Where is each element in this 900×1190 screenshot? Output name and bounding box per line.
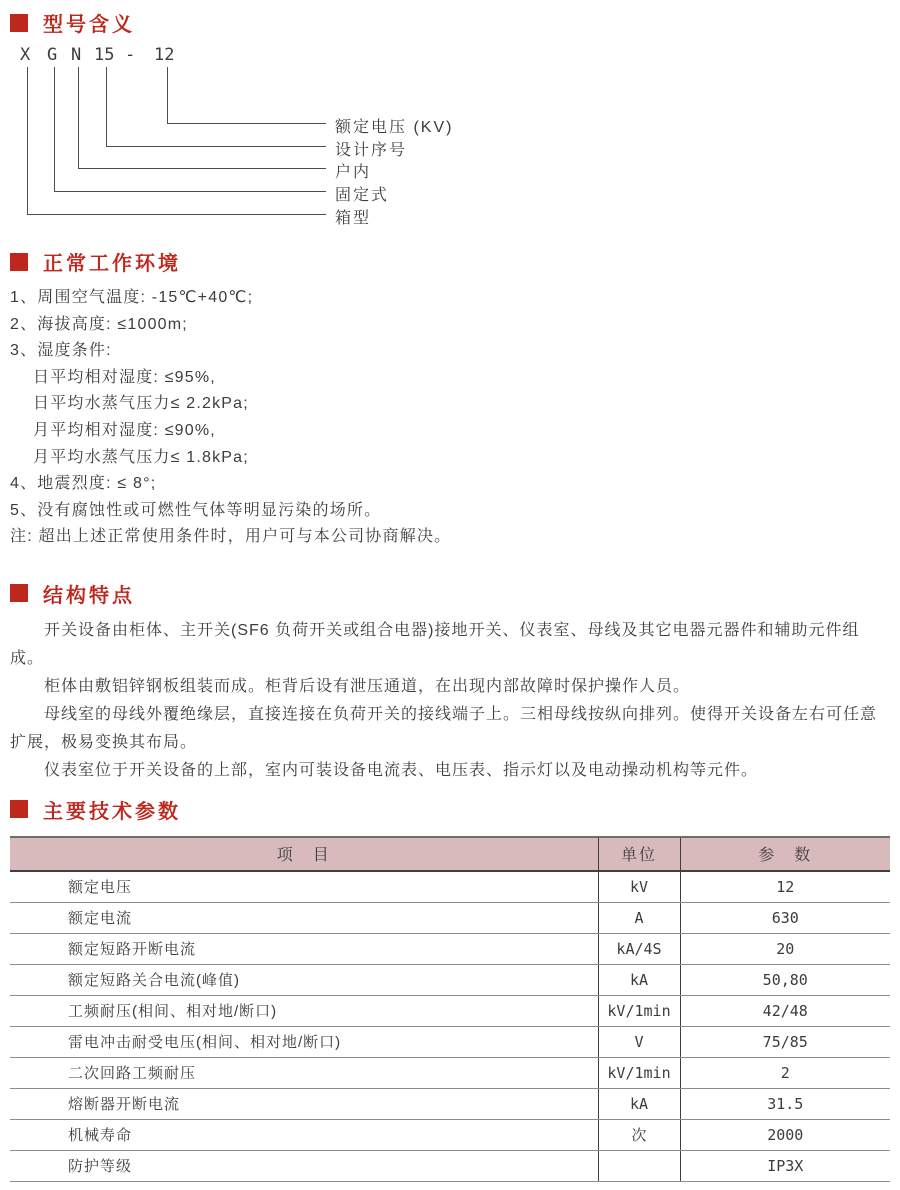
section-title-environment: 正常工作环境 [43,253,181,275]
table-row [10,995,890,1026]
param-item: 工频耐压(相间、相对地/断口) [10,995,598,1026]
environment-item: 2、海拔高度: ≤1000m; [10,315,188,333]
environment-item: 4、地震烈度: ≤ 8°; [10,475,157,493]
param-value: 42/48 [680,995,890,1026]
red-square-bullet-icon [10,14,28,32]
param-item: 雷电冲击耐受电压(相间、相对地/断口) [10,1026,598,1057]
model-code-part: N [71,45,82,65]
environment-item: 5、没有腐蚀性或可燃性气体等明显污染的场所。 [10,501,382,519]
column-header-value: 参 数 [680,837,890,871]
environment-subitem: 月平均水蒸气压力≤ 1.8kPa; [33,448,249,466]
param-item: 额定短路关合电流(峰值) [10,964,598,995]
param-value: 2000 [680,1119,890,1150]
param-unit: kA [598,1088,680,1119]
param-unit: kV/1min [598,1057,680,1088]
diagram-connector-line [167,67,326,124]
param-value: 12 [680,871,890,903]
param-unit [598,1150,680,1181]
model-code-part: 12 [154,45,175,65]
param-unit: V [598,1026,680,1057]
structure-paragraph: 柜体由敷铝锌钢板组装而成。柜背后设有泄压通道，在出现内部故障时保护操作人员。 [44,677,691,695]
model-code-part: X [20,45,31,65]
table-row [10,1150,890,1181]
section-title-structure: 结构特点 [43,584,135,607]
structure-paragraph: 开关设备由柜体、主开关(SF6 负荷开关或组合电器)接地开关、仪表室、母线及其它电器元器件和辅助元件组成。 [10,621,860,667]
param-unit: A [598,902,680,933]
table-row [10,1026,890,1057]
red-square-bullet-icon [10,584,28,602]
environment-subitem: 日平均相对湿度: ≤95%, [33,368,216,386]
red-square-bullet-icon [10,800,28,818]
param-item: 额定短路开断电流 [10,933,598,964]
diagram-label-box-type: 箱型 [335,210,372,227]
param-value: 2 [680,1057,890,1088]
param-unit: 次 [598,1119,680,1150]
table-row [10,902,890,933]
model-code-part: - [125,45,136,65]
parameters-table [10,836,890,1182]
param-unit: kV [598,871,680,903]
structure-paragraphs [10,617,890,785]
param-value: 75/85 [680,1026,890,1057]
environment-subitem: 月平均相对湿度: ≤90%, [33,421,216,439]
diagram-label-rated-voltage: 额定电压 (KV) [335,119,454,136]
param-value: 50,80 [680,964,890,995]
param-value: 31.5 [680,1088,890,1119]
section-header-model [10,8,890,37]
param-item: 额定电压 [10,871,598,903]
model-code-diagram [10,45,890,227]
table-row [10,964,890,995]
table-row [10,1057,890,1088]
table-header-row [10,837,890,871]
environment-item: 1、周围空气温度: -15℃+40℃; [10,289,254,306]
column-header-item: 项 目 [10,837,598,871]
param-unit: kA/4S [598,933,680,964]
model-code-part: G [47,45,58,65]
diagram-label-fixed-type: 固定式 [335,187,390,204]
param-value: 20 [680,933,890,964]
section-header-environment [10,247,890,276]
section-title-parameters: 主要技术参数 [43,800,181,823]
param-item: 防护等级 [10,1150,598,1181]
red-square-bullet-icon [10,253,28,271]
param-item: 机械寿命 [10,1119,598,1150]
section-header-parameters [10,795,890,824]
diagram-label-indoor: 户内 [335,164,372,181]
param-unit: kA [598,964,680,995]
environment-list [10,285,890,551]
table-row [10,933,890,964]
environment-subitem: 日平均水蒸气压力≤ 2.2kPa; [33,395,249,413]
model-code-part: 15 [94,45,115,65]
table-row [10,871,890,903]
param-item: 熔断器开断电流 [10,1088,598,1119]
diagram-label-design-serial: 设计序号 [335,142,408,159]
environment-note: 注: 超出上述正常使用条件时，用户可与本公司协商解决。 [10,528,452,546]
column-header-unit: 单位 [598,837,680,871]
param-item: 额定电流 [10,902,598,933]
param-unit: kV/1min [598,995,680,1026]
section-header-structure [10,579,890,608]
param-value: IP3X [680,1150,890,1181]
param-value: 630 [680,902,890,933]
environment-item: 3、湿度条件: [10,342,112,360]
section-title-model: 型号含义 [43,14,135,36]
structure-paragraph: 母线室的母线外覆绝缘层，直接连接在负荷开关的接线端子上。三相母线按纵向排列。使得开关设备左右可任意扩展，极易变换其布局。 [10,705,878,751]
structure-paragraph: 仪表室位于开关设备的上部，室内可装设备电流表、电压表、指示灯以及电动操动机构等元件。 [44,761,759,779]
param-item: 二次回路工频耐压 [10,1057,598,1088]
table-row [10,1119,890,1150]
